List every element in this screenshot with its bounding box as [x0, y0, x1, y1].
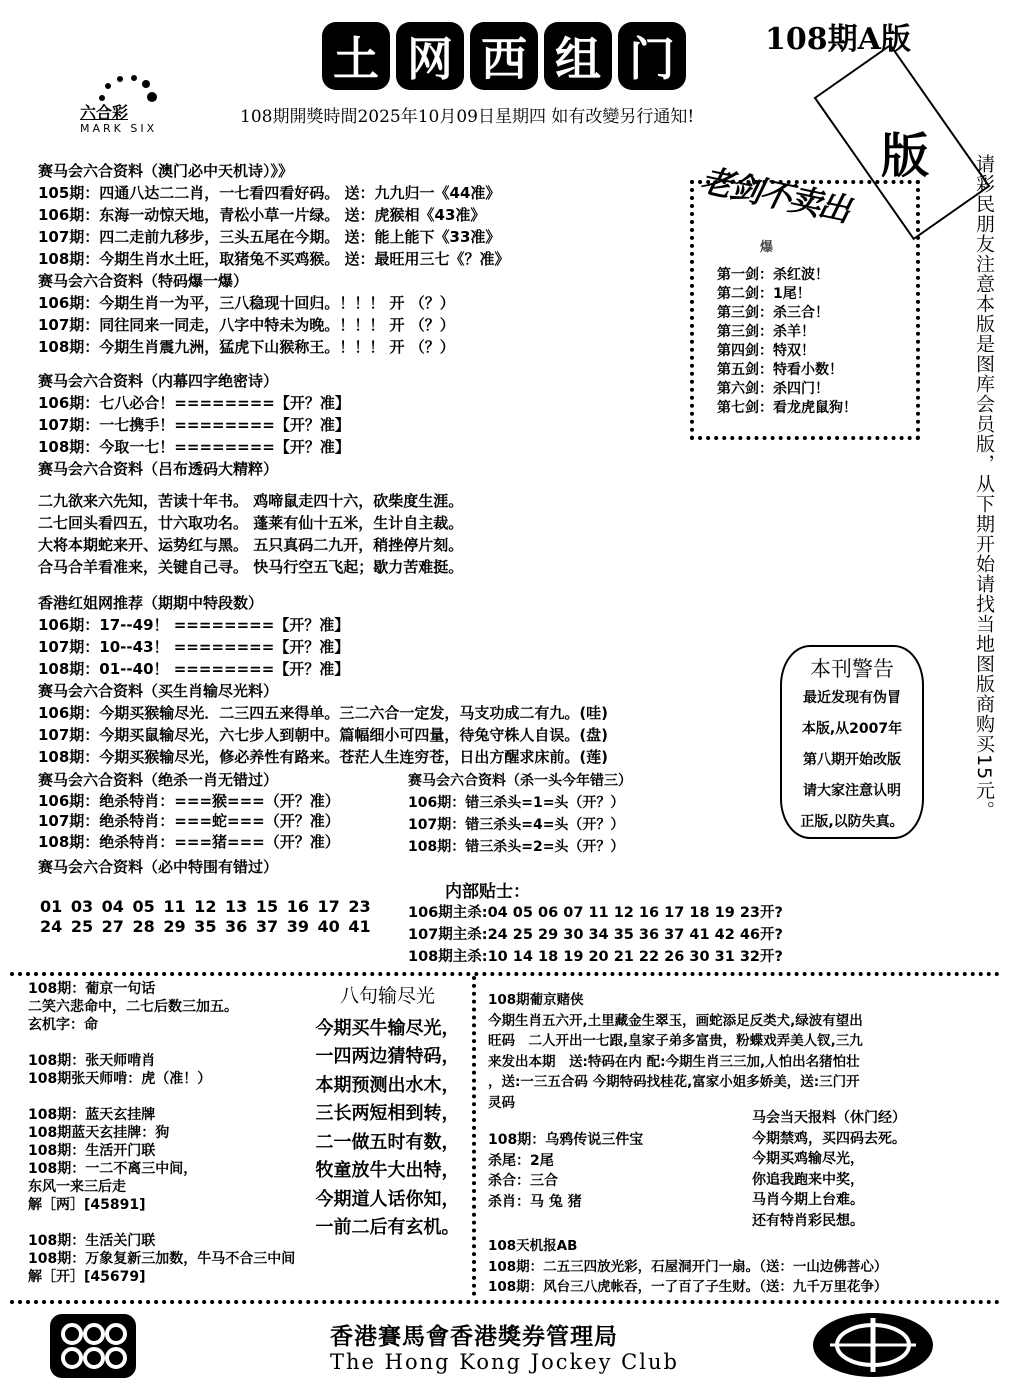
text-line: 你追我跑来中奖， — [752, 1171, 864, 1188]
text-line: 108期：万象复新三加数，牛马不合三中间 — [28, 1251, 296, 1267]
text-line: 108期：风台三八虎帐吞，一了百了子生财。（送：九千万里花争） — [488, 1279, 888, 1295]
warning-title: 本刊警告 — [810, 657, 894, 681]
text-line: 今期禁鸡，买四码去死。 — [752, 1130, 906, 1147]
text-line: 108期：葡京一句话 — [28, 981, 156, 997]
text-line: 今期买牛输尽光， — [315, 1017, 460, 1039]
block-kill-head — [408, 770, 632, 858]
text-line: 请大家注意认明 — [803, 783, 901, 799]
text-line: 三长两短相到转， — [315, 1103, 460, 1124]
text-line: 第八期开始改版 — [803, 752, 901, 768]
text-line: 108期：错三杀头=2=头（开？） — [408, 839, 625, 855]
divider-bottom — [10, 1300, 1000, 1304]
text-line: 108期：今期生肖水土旺，取猪兔不买鸡猴。 送：最旺用三七《？准》 — [38, 250, 510, 268]
block-horse — [752, 1108, 906, 1231]
text-line: 马会当天报料（休门经） — [752, 1110, 906, 1126]
text-line: 108期：二五三四放光彩，石屋洞开门一扇。（送：一山边佛菩心） — [488, 1258, 888, 1275]
block-macau-poem — [38, 160, 510, 358]
block-kill-zodiac — [38, 770, 340, 852]
block-crow — [488, 1130, 643, 1212]
text-line: 108期：生活关门联 — [28, 1233, 156, 1249]
text-line: 108期：生活开门联 — [28, 1143, 156, 1159]
text-line: 牧童放牛大出特， — [315, 1160, 460, 1181]
text-line: 第三剑：杀羊！ — [717, 324, 815, 340]
text-line: 赛马会六合资料（内幕四字绝密诗） — [38, 372, 279, 390]
text-line: 106期主杀:04 05 06 07 11 12 16 17 18 19 23开? — [408, 905, 783, 921]
footer-org-cn: 香港賽馬會香港獎券管理局 — [330, 1323, 618, 1350]
text-line: 东风一来三后走 — [28, 1179, 126, 1195]
text-line: 107期：今期买鼠输尽光，六七步人到朝中。篇幅细小可四量，待兔守株人自误。(盘) — [38, 726, 609, 744]
text-line: 正版,以防失真。 — [800, 814, 904, 830]
draw-notice: 108期開獎時間2025年10月09日星期四 如有改變另行通知! — [240, 107, 695, 127]
text-line: 108期：蓝天玄挂牌 — [28, 1107, 156, 1123]
text-line: 107期：绝杀特肖：===蛇===（开？准） — [38, 812, 340, 830]
text-line: 还有特肖彩民想。 — [752, 1212, 864, 1229]
text-line: 旺码 二人开出一七跟,皇家子弟多富贵，粉蝶戏弄美人钗,三九 — [488, 1033, 863, 1049]
block-inside-tips — [408, 902, 783, 968]
text-line: 108期：绝杀特肖：===猪===（开？准） — [38, 832, 340, 851]
text-line: 二九欲来六先知，苦读十年书。 鸡啼鼠走四十六，砍柴度生涯。 — [38, 492, 464, 510]
block-casino — [488, 990, 863, 1113]
text-line: 105期：四通八达二二肖，一七看四看好码。 送：九九归一《44准》 — [38, 184, 501, 202]
text-line: 108期张天师啃：虎（准！） — [28, 1071, 212, 1087]
block-special-range-title — [38, 856, 278, 878]
text-line: 第三剑：杀三合！ — [717, 305, 829, 321]
text-line: 第二剑：1尾！ — [717, 286, 811, 302]
text-line: 第四剑：特双！ — [717, 343, 815, 359]
logo-char: 网 — [396, 22, 464, 90]
footer-org-en: The Hong Kong Jockey Club — [330, 1350, 679, 1374]
text-line: 第一剑：杀红波！ — [717, 267, 829, 283]
text-line: 杀尾：2尾 — [488, 1152, 554, 1169]
text-line: 108期蓝天玄挂牌：狗 — [28, 1125, 170, 1141]
side-notice: 请彩民朋友注意本版是图库会员版，从下期开始请找当地图版商购买15元。 — [973, 153, 995, 821]
block-number-list — [40, 897, 371, 937]
text-line: 杀肖：马 兔 猪 — [488, 1193, 582, 1210]
text-line: 本期预测出水木， — [315, 1074, 460, 1096]
text-line: 107期：同往同来一同走，八字中特未为晚。！！！ 开 （？） — [38, 316, 455, 334]
text-line: 第五剑：特看小数！ — [717, 362, 843, 378]
block-hongjie — [38, 592, 608, 768]
text-line: 107期：错三杀头=4=头（开？） — [408, 817, 625, 833]
text-line: 赛马会六合资料（绝杀一肖无错过） — [38, 771, 279, 789]
text-line: 108期：今期生肖震九洲，猛虎下山猴称王。！！！ 开 （？） — [38, 338, 455, 356]
text-line: 一前二后有玄机。 — [315, 1217, 460, 1238]
logo-char: 门 — [618, 22, 686, 90]
poem-lines — [305, 1015, 470, 1243]
text-line: 01 03 04 05 11 12 13 15 16 17 23 — [40, 897, 371, 916]
text-line: 香港红姐网推荐（期期中特段数） — [38, 594, 264, 612]
text-line: 108期葡京赌侠 — [488, 992, 584, 1008]
text-line: 合马合羊看准来，关键自己寻。 快马行空五飞起；歇力苦难挺。 — [38, 558, 464, 576]
block-bottom-left — [28, 980, 295, 1286]
text-line: 解［两］[45891] — [28, 1197, 146, 1213]
sword-title: 老剑不卖出 — [697, 160, 852, 230]
text-line: 第七剑：看龙虎鼠狗！ — [717, 400, 857, 416]
text-line: 108期：今期买猴输尽光，修必养性有路来。苍茫人生连穷苍，日出方醒求床前。(莲) — [38, 748, 609, 766]
text-line: 马肖今期上台难。 — [752, 1192, 864, 1208]
inside-tips-title: 内部贴士： — [445, 882, 530, 902]
text-line: 赛马会六合资料（杀一头今年错三） — [408, 773, 632, 789]
jockey-club-logo-icon — [48, 1312, 138, 1380]
logo-char: 土 — [322, 22, 390, 90]
text-line: 解［开］[45679] — [28, 1269, 146, 1285]
text-line: 二一做五时有数， — [315, 1131, 460, 1153]
text-line: 106期：今期买猴输尽光．二三四五来得单。三二六合一定发，马支功成二有九。(哇) — [38, 704, 609, 722]
logo-char: 西 — [470, 22, 538, 90]
text-line: 第六剑：杀四门！ — [717, 381, 829, 397]
text-line: 107期：10--43！ ========【开？准】 — [38, 638, 350, 656]
text-line: 赛马会六合资料（买生肖输尽光料） — [38, 682, 279, 700]
issue-label: 108期A版 — [765, 22, 911, 57]
divider-top — [10, 972, 1000, 976]
text-line: 106期：绝杀特肖：===猴===（开？准） — [38, 791, 340, 810]
sword-list — [717, 266, 857, 418]
text-line: 106期：17--49！ ========【开？准】 — [38, 616, 350, 634]
block-secret-poem — [38, 370, 350, 480]
text-line: 赛马会六合资料（特码爆一爆） — [38, 272, 249, 290]
text-line: 108期：一二不离三中间， — [28, 1161, 198, 1177]
text-line: 本版,从2007年 — [801, 721, 903, 737]
text-line: 今期道人话你知， — [315, 1188, 460, 1210]
text-line: 106期：错三杀头=1=头（开？） — [408, 795, 625, 811]
text-line: 赛马会六合资料（澳门必中天机诗）》》 — [38, 162, 294, 180]
text-line: 今期生肖五六开,土里藏金生翠玉，画蛇添足反类犬,绿波有望出 — [488, 1012, 863, 1029]
warning-box — [780, 645, 924, 839]
text-line: 赛马会六合资料（必中特围有错过） — [38, 858, 279, 876]
text-line: 107期主杀:24 25 29 30 34 35 36 37 41 42 46开? — [408, 927, 783, 943]
text-line: 107期：四二走前九移步，三头五尾在今期。 送：能上能下《33准》 — [38, 228, 501, 246]
poem-block — [305, 982, 470, 1243]
block-lubu-poem — [38, 490, 463, 578]
text-line: 108期：今取一七！========【开？准】 — [38, 438, 350, 456]
text-line: 107期：一七携手！========【开？准】 — [38, 416, 350, 434]
stamp-text: 版 — [880, 127, 930, 184]
text-line: 来发出本期 送:特码在内 配:今期生肖三三加,人怕出名猪怕壮 — [488, 1053, 860, 1070]
masthead-logo — [322, 22, 686, 90]
text-line: 106期：今期生肖一为平，三八稳现十回归。！！！ 开 （？） — [38, 294, 455, 312]
text-line: 108期：张天师啃肖 — [28, 1053, 156, 1069]
text-line: 玄机字：命 — [28, 1017, 98, 1033]
text-line: 24 25 27 28 29 35 36 37 39 40 41 — [40, 917, 371, 936]
text-line: 二七回头看四五，廿六取功名。 蓬莱有仙十五米，生计自主裁。 — [38, 514, 464, 532]
mark-six-logo — [72, 70, 202, 140]
warning-lines — [782, 683, 922, 838]
mark-six-en: MARK SIX — [80, 122, 158, 135]
text-line: ，送:一三五合码 今期特码找桂花,富家小姐多娇美，送:三门开 — [488, 1074, 860, 1090]
logo-char: 组 — [544, 22, 612, 90]
text-line: 赛马会六合资料（吕布透码大精粹） — [38, 460, 279, 478]
text-line: 杀合：三合 — [488, 1173, 558, 1189]
poem-title: 八句输尽光 — [339, 985, 435, 1007]
text-line: 108天机报AB — [488, 1238, 578, 1254]
mark-six-cn: 六合彩 — [80, 103, 129, 122]
text-line: 二笑六悲命中，二七后数三加五。 — [28, 999, 238, 1015]
text-line: 106期：东海一动惊天地，青松小草一片绿。 送：虎猴相《43准》 — [38, 206, 486, 224]
text-line: 106期：七八必合！========【开？准】 — [38, 394, 350, 412]
divider-vertical — [472, 976, 476, 1296]
text-line: 今期买鸡输尽光， — [752, 1151, 864, 1167]
text-line: 108期：乌鸦传说三件宝 — [488, 1132, 644, 1148]
text-line: 最近发现有伪冒 — [803, 690, 901, 706]
sword-subtitle: 爆 — [760, 240, 774, 255]
block-tianji — [488, 1236, 887, 1298]
lottery-emblem-icon — [808, 1310, 938, 1380]
text-line: 大将本期蛇来开、运势红与黑。 五只真码二九开，稍挫停片刻。 — [38, 536, 464, 554]
text-line: 一四两边猜特码， — [315, 1046, 460, 1067]
text-line: 108期主杀:10 14 18 19 20 21 22 26 30 31 32开? — [408, 949, 783, 965]
text-line: 灵码 — [488, 1094, 515, 1111]
text-line: 108期：01--40！ ========【开？准】 — [38, 660, 350, 678]
